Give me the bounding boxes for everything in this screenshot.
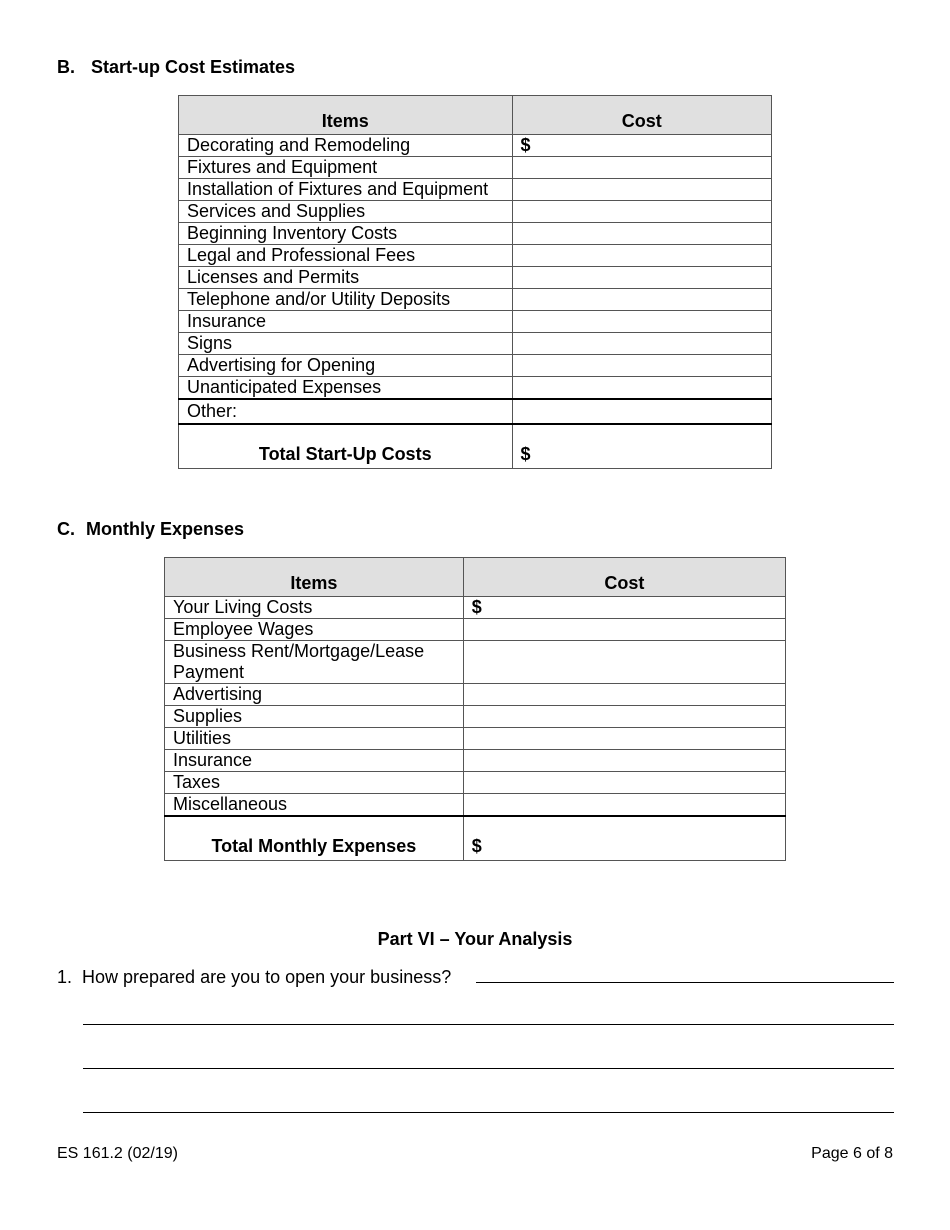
cost-field[interactable]: [463, 706, 785, 728]
cost-field[interactable]: [512, 355, 772, 377]
item-label: Business Rent/Mortgage/Lease Payment: [165, 641, 464, 684]
cost-field[interactable]: [463, 794, 785, 817]
item-label: Telephone and/or Utility Deposits: [179, 289, 513, 311]
item-label: Signs: [179, 333, 513, 355]
answer-line-4[interactable]: [83, 1112, 894, 1113]
cost-field[interactable]: [463, 684, 785, 706]
cost-field[interactable]: [463, 772, 785, 794]
page-number: Page 6 of 8: [811, 1145, 893, 1162]
answer-line-3[interactable]: [83, 1068, 894, 1069]
cost-field[interactable]: [463, 619, 785, 641]
cost-field[interactable]: [512, 245, 772, 267]
cost-field[interactable]: [512, 223, 772, 245]
answer-line-2[interactable]: [83, 1024, 894, 1025]
section-c-title: [57, 518, 244, 540]
item-label: Installation of Fixtures and Equipment: [179, 179, 513, 201]
table-row-other: [179, 399, 772, 424]
cost-column-header: Cost: [463, 558, 785, 597]
item-label: Utilities: [165, 728, 464, 750]
table-row: [179, 201, 772, 223]
table-row: [179, 135, 772, 157]
cost-field[interactable]: [463, 750, 785, 772]
section-c-letter: C.: [57, 519, 75, 539]
table-row: [165, 619, 786, 641]
cost-field[interactable]: [463, 728, 785, 750]
table-row: [165, 772, 786, 794]
table-row: [179, 355, 772, 377]
item-label: Licenses and Permits: [179, 267, 513, 289]
section-b-title: [57, 56, 295, 78]
item-label: Unanticipated Expenses: [179, 377, 513, 400]
question-1: [57, 966, 451, 988]
item-label-other[interactable]: Other:: [179, 399, 513, 424]
cost-field[interactable]: [463, 641, 785, 684]
item-label: Miscellaneous: [165, 794, 464, 817]
cost-field[interactable]: [512, 201, 772, 223]
cost-field[interactable]: [512, 289, 772, 311]
cost-field[interactable]: [512, 267, 772, 289]
cost-field[interactable]: [512, 311, 772, 333]
total-startup-costs-label: Total Start-Up Costs: [179, 424, 513, 469]
table-row: [179, 289, 772, 311]
items-column-header: Items: [179, 96, 513, 135]
section-b-letter: B.: [57, 57, 75, 77]
item-label: Legal and Professional Fees: [179, 245, 513, 267]
table-row: [179, 179, 772, 201]
cost-field[interactable]: [512, 399, 772, 424]
item-label: Beginning Inventory Costs: [179, 223, 513, 245]
item-label: Supplies: [165, 706, 464, 728]
item-label: Services and Supplies: [179, 201, 513, 223]
monthly-expenses-table: [164, 557, 786, 861]
item-label: Insurance: [165, 750, 464, 772]
total-row: [165, 816, 786, 861]
cost-column-header: Cost: [512, 96, 772, 135]
cost-field[interactable]: [512, 179, 772, 201]
table-row: [179, 311, 772, 333]
section-c-title-text: Monthly Expenses: [86, 519, 245, 539]
total-row: [179, 424, 772, 469]
items-column-header: Items: [165, 558, 464, 597]
item-label: Insurance: [179, 311, 513, 333]
table-header-row: [179, 96, 772, 135]
part-vi-title: Part VI – Your Analysis: [377, 929, 573, 949]
table-row: [165, 597, 786, 619]
table-row: [165, 794, 786, 817]
table-row: [179, 333, 772, 355]
table-row: [165, 750, 786, 772]
table-row: [165, 684, 786, 706]
table-header-row: [165, 558, 786, 597]
form-id: ES 161.2 (02/19): [57, 1145, 178, 1162]
item-label: Advertising: [165, 684, 464, 706]
startup-cost-table: [178, 95, 772, 469]
total-startup-costs-field[interactable]: $: [512, 424, 772, 469]
item-label: Employee Wages: [165, 619, 464, 641]
total-monthly-expenses-field[interactable]: $: [463, 816, 785, 861]
item-label: Decorating and Remodeling: [179, 135, 513, 157]
question-text: How prepared are you to open your business?: [82, 967, 452, 987]
cost-field[interactable]: $: [463, 597, 785, 619]
item-label: Your Living Costs: [165, 597, 464, 619]
cost-field[interactable]: [512, 157, 772, 179]
table-row: [165, 728, 786, 750]
item-label: Advertising for Opening: [179, 355, 513, 377]
item-label: Taxes: [165, 772, 464, 794]
answer-line-1[interactable]: [476, 982, 894, 983]
section-b-title-text: Start-up Cost Estimates: [91, 57, 296, 77]
table-row: [179, 223, 772, 245]
cost-field[interactable]: [512, 377, 772, 400]
cost-field[interactable]: [512, 333, 772, 355]
table-row: [165, 706, 786, 728]
table-row: [179, 267, 772, 289]
table-row: [165, 641, 786, 684]
item-label: Fixtures and Equipment: [179, 157, 513, 179]
cost-field[interactable]: $: [512, 135, 772, 157]
total-monthly-expenses-label: Total Monthly Expenses: [165, 816, 464, 861]
table-row: [179, 377, 772, 400]
question-number: 1.: [57, 967, 73, 987]
table-row: [179, 157, 772, 179]
table-row: [179, 245, 772, 267]
